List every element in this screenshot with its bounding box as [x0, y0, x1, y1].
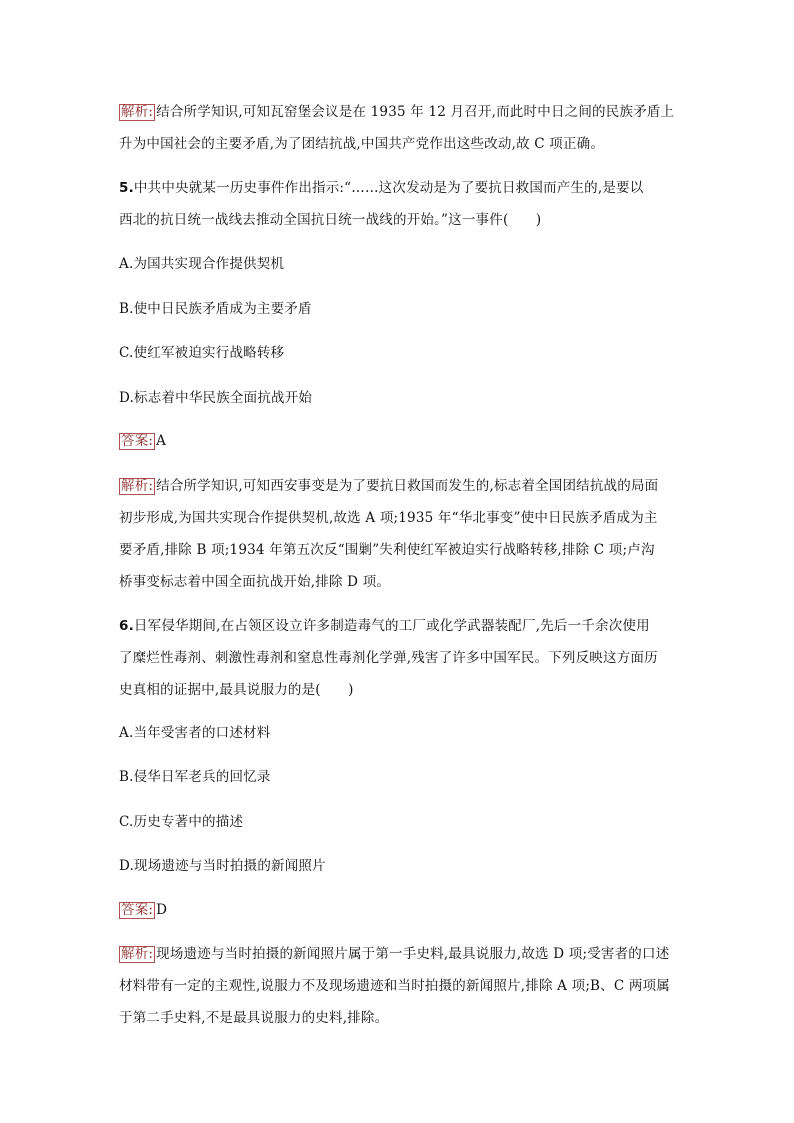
q5-analysis-line-4: 桥事变标志着中国全面抗战开始,排除 D 项。	[119, 574, 391, 590]
q6-number: 6.	[119, 618, 134, 634]
q6-answer-label: 答案:	[121, 902, 154, 918]
q6-option-d: D.现场遗迹与当时拍摄的新闻照片	[119, 858, 326, 874]
q5-stem-line-1: 5.中共中央就某一历史事件作出指示:“……这次发动是为了要抗日救国而产生的,是要以	[119, 180, 644, 196]
q5-analysis-line-3: 要矛盾,排除 B 项;1934 年第五次反“围剿”失利使红军被迫实行战略转移,排除 C 项;卢沟	[119, 542, 655, 558]
q5-answer	[119, 433, 679, 450]
q6-analysis-line-2: 材料带有一定的主观性,说服力不及现场遗迹和当时拍摄的新闻照片,排除 A 项;B、C 两项属	[119, 978, 671, 994]
q4-analysis-line-2: 升为中国社会的主要矛盾,为了团结抗战,中国共产党作出这些改动,故 C 项正确。	[119, 136, 605, 152]
q4-analysis-line-1: 解析: 结合所学知识,可知瓦窑堡会议是在 1935 年 12 月召开,而此时中日之间的民族矛盾上	[121, 104, 675, 120]
q6-stem-line-3: 史真相的证据中,最具说服力的是( )	[119, 682, 354, 698]
q6-option-b: B.侵华日军老兵的回忆录	[119, 769, 271, 785]
q6-stem-line-1: 6.日军侵华期间,在占领区设立许多制造毒气的工厂或化学武器装配厂,先后一千余次使用	[119, 618, 650, 634]
q6-option-a: A.当年受害者的口述材料	[119, 725, 271, 741]
q6-option-c: C.历史专著中的描述	[119, 814, 244, 830]
q6-answer	[119, 902, 679, 919]
q5-option-c: C.使红军被迫实行战略转移	[119, 345, 285, 361]
q5-option-d: D.标志着中华民族全面抗战开始	[119, 390, 313, 406]
q5-analysis-line-1: 解析: 结合所学知识,可知西安事变是为了要抗日救国而发生的,标志着全国团结抗战的局面	[121, 478, 659, 494]
q6-stem-line-2: 了糜烂性毒剂、刺激性毒剂和窒息性毒剂化学弹,残害了许多中国军民。下列反映这方面历	[119, 650, 658, 666]
q6-analysis-line-1: 解析: 现场遗迹与当时拍摄的新闻照片属于第一手史料,最具说服力,故选 D 项;受害者的口述	[121, 946, 670, 962]
q5-number: 5.	[119, 180, 134, 196]
q5-answer-value: A	[156, 433, 167, 449]
q5-option-a: A.为国共实现合作提供契机	[119, 256, 285, 272]
q5-stem-line-2: 西北的抗日统一战线去推动全国抗日统一战线的开始。”这一事件( )	[119, 212, 542, 228]
q6-analysis-line-3: 于第二手史料,不是最具说服力的史料,排除。	[119, 1010, 389, 1026]
q6-answer-value: D	[156, 902, 168, 918]
q4-analysis-label: 解析:	[121, 104, 154, 120]
q6-analysis-label: 解析:	[121, 946, 154, 962]
q5-answer-label: 答案:	[121, 433, 154, 449]
q5-option-b: B.使中日民族矛盾成为主要矛盾	[119, 301, 312, 317]
q5-analysis-line-2: 初步形成,为国共实现合作提供契机,故选 A 项;1935 年“华北事变”使中日民族矛盾成为主	[119, 510, 658, 526]
q5-analysis-label: 解析:	[121, 478, 154, 494]
